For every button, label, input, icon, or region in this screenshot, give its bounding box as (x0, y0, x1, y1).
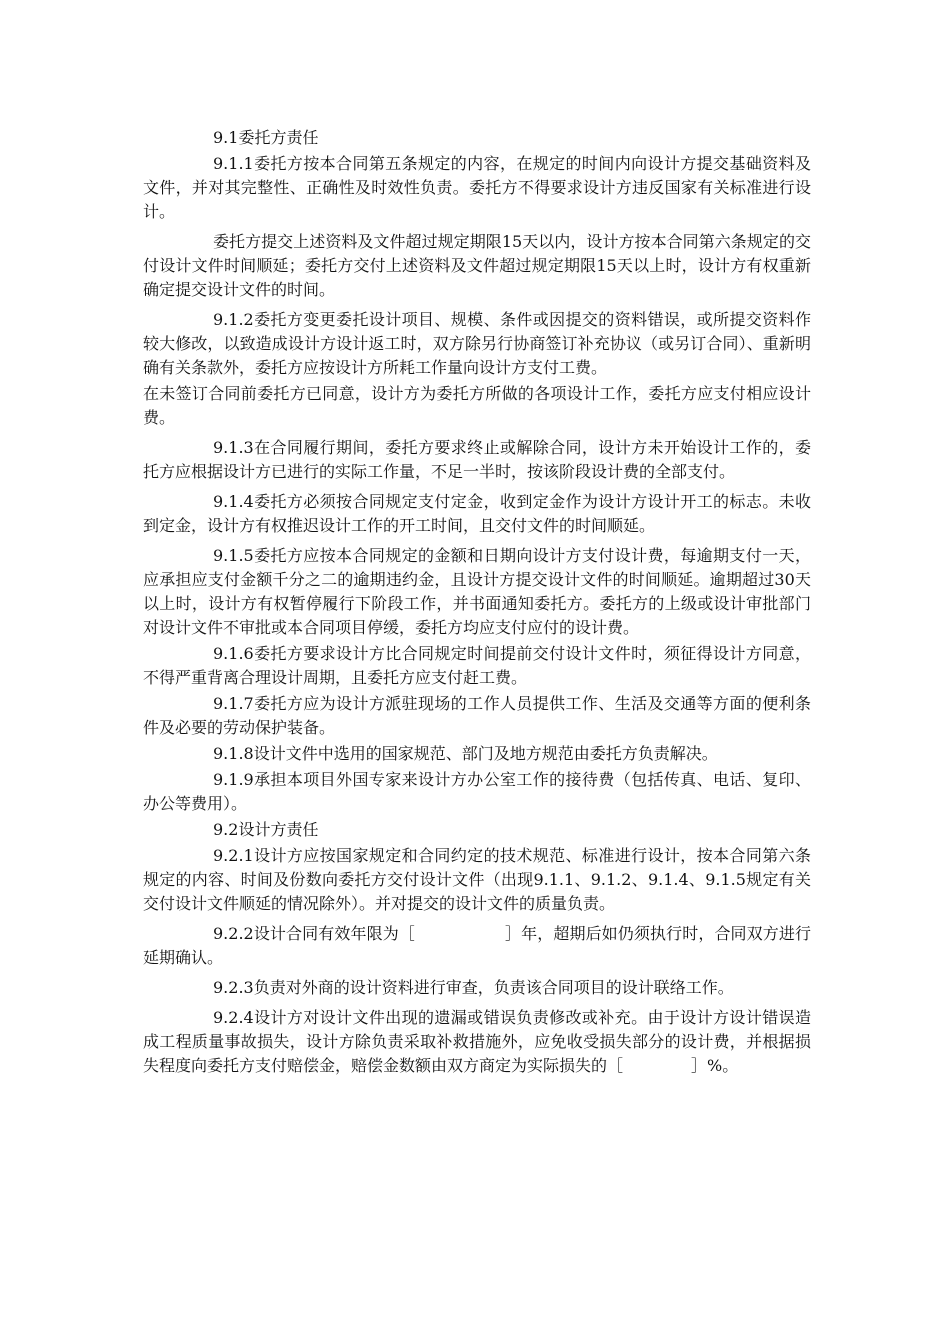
paragraph-9-1-4: 9.1.4委托方必须按合同规定支付定金，收到定金作为设计方设计开工的标志。未收到定金，设计方有权推迟设计工作的开工时间，且交付文件的时间顺延。 (143, 492, 811, 535)
paragraph-9-1-2-continued: 在未签订合同前委托方已同意，设计方为委托方所做的各项设计工作，委托方应支付相应设计费。 (143, 384, 811, 427)
paragraph-9-2-2-start: 9.2.2设计合同有效年限为［ (213, 924, 415, 943)
paragraph-9-1-8: 9.1.8设计文件中选用的国家规范、部门及地方规范由委托方负责解决。 (213, 744, 718, 763)
paragraph-9-2-3: 9.2.3负责对外商的设计资料进行审查，负责该合同项目的设计联络工作。 (213, 978, 734, 997)
paragraph-9-2-4 (143, 1006, 811, 1078)
paragraph-9-2-1: 9.2.1设计方应按国家规定和合同约定的技术规范、标准进行设计，按本合同第六条规定的内容、时间及份数向委托方交付设计文件（出现9.1.1、9.1.2、9.1.4、9.1.5规定有关交付设计文件顺延的情况除外）。并对提交的设计文件的质量负责。 (143, 846, 811, 913)
paragraph-9-1-6: 9.1.6委托方要求设计方比合同规定时间提前交付设计文件时，须征得设计方同意，不得严重背离合理设计周期，且委托方应支付赶工费。 (143, 644, 811, 687)
paragraph-9-1-1-continued: 委托方提交上述资料及文件超过规定期限15天以内，设计方按本合同第六条规定的交付设计文件时间顺延；委托方交付上述资料及文件超过规定期限15天以上时，设计方有权重新确定提交设计文件的时间。 (143, 232, 811, 299)
paragraph-9-2-2 (143, 922, 811, 970)
section-9-1-heading: 9.1委托方责任 (213, 128, 319, 147)
paragraph-9-1-1: 9.1.1委托方按本合同第五条规定的内容，在规定的时间内向设计方提交基础资料及文件，并对其完整性、正确性及时效性负责。委托方不得要求设计方违反国家有关标准进行设计。 (143, 154, 811, 221)
paragraph-9-1-7: 9.1.7委托方应为设计方派驻现场的工作人员提供工作、生活及交通等方面的便利条件及必要的劳动保护装备。 (143, 694, 811, 737)
section-9-2-heading: 9.2设计方责任 (213, 820, 319, 839)
paragraph-9-1-5: 9.1.5委托方应按本合同规定的金额和日期向设计方支付设计费，每逾期支付一天，应承担应支付金额千分之二的逾期违约金，且设计方提交设计文件的时间顺延。逾期超过30天以上时，设计方有权暂停履行下阶段工作，并书面通知委托方。委托方的上级或设计审批部门对设计文件不审批或本合同项目停缓，委托方均应支付应付的设计费。 (143, 546, 811, 637)
document-page (143, 126, 811, 1078)
paragraph-9-2-2-end: ］年，超期后如仍须执行时，合同双方进行延期确认。 (143, 924, 811, 967)
paragraph-9-1-3: 9.1.3在合同履行期间，委托方要求终止或解除合同，设计方未开始设计工作的，委托方应根据设计方已进行的实际工作量，不足一半时，按该阶段设计费的全部支付。 (143, 438, 811, 481)
paragraph-9-2-4-end: ］%。 (691, 1056, 739, 1075)
paragraph-9-2-4-start: 9.2.4设计方对设计文件出现的遗漏或错误负责修改或补充。由于设计方设计错误造成工程质量事故损失，设计方除负责采取补救措施外，应免收受损失部分的设计费，并根据损失程度向委托方支付赔偿金，赔偿金数额由双方商定为实际损失的［ (143, 1008, 811, 1075)
paragraph-9-1-9: 9.1.9承担本项目外国专家来设计方办公室工作的接待费（包括传真、电话、复印、办公等费用）。 (143, 770, 811, 813)
paragraph-9-1-2: 9.1.2委托方变更委托设计项目、规模、条件或因提交的资料错误，或所提交资料作较大修改，以致造成设计方设计返工时，双方除另行协商签订补充协议（或另订合同）、重新明确有关条款外，委托方应按设计方所耗工作量向设计方支付工费。 (143, 310, 811, 377)
